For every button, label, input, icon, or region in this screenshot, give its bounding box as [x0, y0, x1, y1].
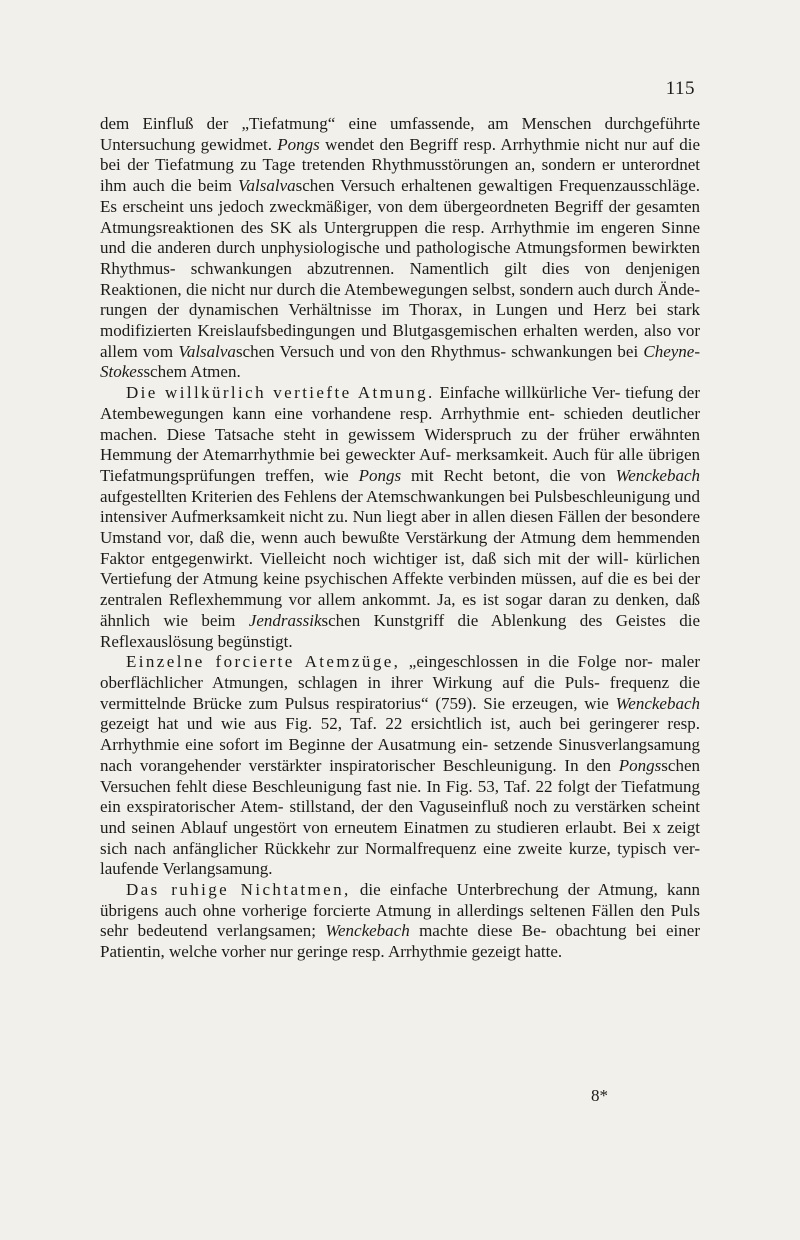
text-span: schen Versuchen fehlt diese Beschleunigung fast nie. In Fig. 53, Taf. 22 folgt der Tiefatmung ein exspiratorischer Atem- stillstand, der den Vaguseinfluß noch zu verstärken scheint und seinen Ablauf ungestört von erneutem Einatmen zu studieren erlaubt. Bei x zeigt sich nach anfänglicher Rückkehr zur Normalfrequenz eine zweite kurze, typisch ver- laufende Verlangsamung. — [100, 755, 700, 879]
author-name: Wenckebach — [615, 693, 700, 713]
text-span: dem Einfluß der „Tiefatmung“ eine umfassende, am Menschen durchgeführte Untersuchung gewidmet. — [100, 114, 700, 154]
section-heading: Einzelne forcierte Atemzüge, — [126, 652, 401, 672]
text-span: „eingeschlossen in die Folge nor- maler oberflächlicher Atmungen, schlagen in ihrer Wirkung auf die Puls- frequenz die vermittelnde Brücke zum Pulsus respiratorius“ (759). Sie erzeugen, wie — [100, 652, 700, 713]
paragraph — [100, 880, 700, 963]
section-heading: Das ruhige Nichtatmen, — [126, 880, 351, 900]
author-name: Cheyne-Stokes — [100, 341, 700, 382]
text-span: wendet den Begriff resp. Arrhythmie nicht nur auf die bei der Tiefatmung zu Tage tretenden Rhythmusstörungen an, sondern er unterordnet ihm auch die beim — [100, 134, 700, 196]
text-span: aufgestellten Kriterien des Fehlens der Atemschwankungen bei Pulsbeschleunigung und intensiver Aufmerksamkeit nicht zu. Nun liegt aber in allen diesen Fällen der besondere Umstand vor, daß die, wenn auch bewußte Verstärkung der Atmung dem hemmenden Faktor entgegenwirkt. Vielleicht noch wichtiger ist, daß sich mit der will- kürlichen Vertiefung der Atmung keine psychischen Affekte verbinden müssen, auf die es bei der zentralen Reflexhemmung vor allem ankommt. Ja, es ist sogar daran zu denken, daß ähnlich wie beim — [100, 486, 700, 630]
text-span: schem Atmen. — [143, 362, 241, 382]
text-span: machte diese Be- obachtung bei einer Patientin, welche vorher nur geringe resp. Arrhythmie gezeigt hatte. — [100, 921, 700, 962]
text-span: die einfache Unterbrechung der Atmung, kann übrigens auch ohne vorherige forcierte Atmung in allerdings seltenen Fällen den Puls sehr bedeutend verlangsamen; — [100, 880, 700, 941]
page-number: 115 — [665, 78, 695, 99]
signature-mark: 8* — [591, 1086, 608, 1105]
body-text — [100, 114, 700, 963]
text-span: schen Versuch erhaltenen gewaltigen Frequenzausschläge. Es erscheint uns jedoch zweckmäßiger, von dem übergeordneten Begriff der gesamten Atmungsreaktionen des SK als Untergruppen die resp. Arrhythmie im engeren Sinne und die anderen durch unphysiologische und pathologische Atmungsformen bewirkten Rhythmus- schwankungen abzutrennen. Namentlich gilt dies von denjenigen Reaktionen, die nicht nur durch die Atembewegungen selbst, sondern auch durch Ände- rungen der dynamischen Verhältnisse im Thorax, in Lungen und Herz bei stark modifizierten Kreislaufsbedingungen und Blutgasgemischen erhalten werden, also vor allem vom — [100, 176, 700, 361]
author-name: Wenckebach — [325, 921, 410, 941]
text-span: gezeigt hat und wie aus Fig. 52, Taf. 22 ersichtlich ist, auch bei geringerer resp. Arrhythmie eine sofort im Beginne der Ausatmung ein- setzende Sinusverlangsamung nach vorangehender verstärkter inspiratorischer Beschleunigung. In den — [100, 714, 700, 775]
text-span: mit Recht betont, die von — [401, 465, 616, 485]
text-span: schen Kunstgriff die Ablenkung des Geistes die Reflexauslösung begünstigt. — [100, 610, 701, 651]
text-span: Einfache willkürliche Ver- tiefung der Atembewegungen kann eine vorhandene resp. Arrhythmie ent- schieden deutlicher machen. Diese Tatsache steht in gewissem Widerspruch zu der früher erwähnten Hemmung der Atemarrhythmie bei geweckter Auf- merksamkeit. Auch für alle übrigen Tiefatmungsprüfungen treffen, wie — [100, 383, 700, 485]
section-heading: Die willkürlich vertiefte Atmung. — [126, 383, 435, 403]
author-name: Pongs — [277, 134, 320, 154]
author-name: Pongs — [618, 755, 662, 775]
author-name: Pongs — [358, 465, 402, 485]
author-name: Jendrassik — [248, 610, 322, 630]
paragraph — [100, 652, 700, 880]
author-name: Valsalva — [238, 176, 296, 196]
paragraph — [100, 114, 700, 383]
paragraph — [100, 383, 700, 652]
text-span: schen Versuch und von den Rhythmus- schwankungen bei — [235, 341, 644, 361]
author-name: Valsalva — [178, 341, 236, 361]
author-name: Wenckebach — [615, 465, 700, 485]
